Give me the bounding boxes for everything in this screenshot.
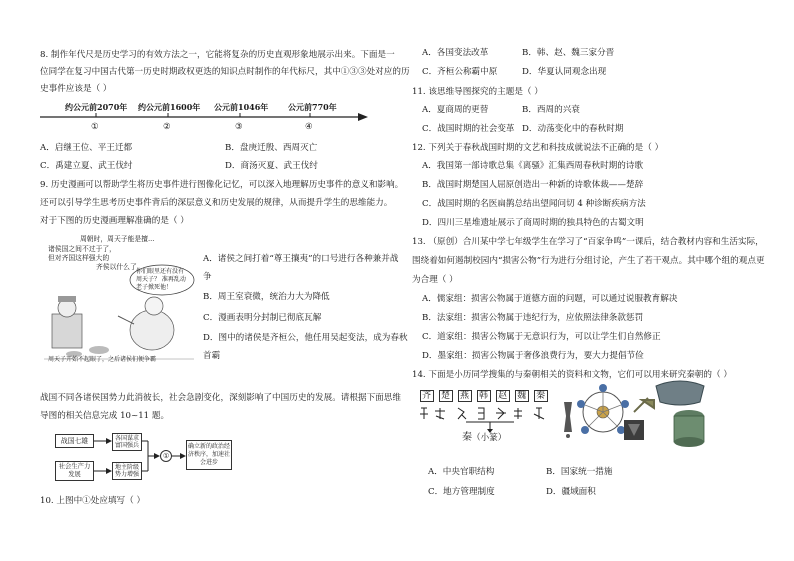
q8-stem-line1: 8. 制作年代尺是历史学习的有效方法之一，它能将复杂的历史直观形象地展示出来。下面是一 bbox=[40, 50, 395, 60]
q14-option-d[interactable]: D．疆域面积 bbox=[546, 487, 596, 497]
timeline-axis bbox=[40, 113, 370, 135]
q12-option-d[interactable]: D．四川三星堆遗址展示了商周时期的独具特色的古蜀文明 bbox=[422, 218, 644, 228]
q9-option-d-line2: 首霸 bbox=[203, 351, 221, 361]
q11-option-a[interactable]: A．夏商周的更替 bbox=[422, 105, 489, 115]
q12-option-b[interactable]: B．战国时期楚国人屈原创造出一种新的诗歌体裁——楚辞 bbox=[422, 180, 644, 190]
mindmap-node-reform: 各国谋求富国强兵 bbox=[112, 433, 142, 451]
q8-option-d[interactable]: D．商汤灭夏、武王伐纣 bbox=[225, 161, 318, 171]
cartoon-text-2: 诸侯国之间不过于了， bbox=[48, 245, 116, 253]
q13-option-d[interactable]: D．墨家组：损害公物属于奢侈浪费行为，要大力提倡节俭 bbox=[422, 351, 644, 361]
timeline-mark-1: ① bbox=[91, 122, 99, 132]
q10-option-d[interactable]: D．华夏认同观念出现 bbox=[522, 67, 607, 77]
q11-option-c[interactable]: C．战国时期的社会变革 bbox=[422, 124, 515, 134]
q13-stem-line2: 围绕着如何遏制校园内“损害公物”行为进行分组讨论，产生了若干观点。其中哪个组的观点更 bbox=[412, 256, 765, 266]
q14-option-b[interactable]: B．国家统一措施 bbox=[546, 467, 613, 477]
cartoon-text-1: 周朝时，周天子能是擅... bbox=[80, 235, 155, 243]
mindmap-node-result: 确立新的政治经济秩序，加速社会进步 bbox=[186, 440, 232, 470]
q14-option-a[interactable]: A．中央官职结构 bbox=[428, 467, 495, 477]
q10-option-c[interactable]: C．齐桓公称霸中原 bbox=[422, 67, 498, 77]
q11-option-d[interactable]: D．动荡变化中的春秋时期 bbox=[522, 124, 624, 134]
timeline-mark-2: ② bbox=[163, 122, 171, 132]
history-cartoon bbox=[44, 232, 194, 364]
timeline-mark-4: ④ bbox=[305, 122, 313, 132]
q13-option-b[interactable]: B．法家组：损害公物属于违纪行为，应依照法律条款惩罚 bbox=[422, 313, 644, 323]
mindmap-node-warring-states: 战国七雄 bbox=[55, 434, 94, 448]
q11-stem: 11. 该思维导图探究的主题是（ ） bbox=[412, 87, 543, 97]
q10-option-a[interactable]: A．各国变法改革 bbox=[422, 48, 489, 58]
q9-option-c[interactable]: C．漫画表明分封制已彻底瓦解 bbox=[203, 313, 322, 323]
q12-stem: 12. 下列关于春秋战国时期的文艺和科技成就说法不正确的是（ ） bbox=[412, 143, 664, 153]
q13-option-c[interactable]: C．道家组：损害公物属于无意识行为，可以让学生们自然修正 bbox=[422, 332, 661, 342]
state-char-qi: 齐 bbox=[422, 391, 433, 401]
state-char-yan: 燕 bbox=[460, 391, 471, 401]
cartoon-bubble: 你们眼里还有没有周天子？ 准再乱动老子掀死他！ bbox=[136, 268, 186, 291]
intro-line1: 战国不同各诸侯国势力此消彼长，社会急剧变化，深刻影响了中国历史的发展。请根据下面思维 bbox=[40, 393, 401, 403]
mindmap-node-landlord: 地主阶级势力增强 bbox=[112, 462, 142, 480]
seal-qin-char bbox=[462, 432, 506, 444]
artefact-token-icon bbox=[620, 414, 650, 444]
artefact-coin-icon bbox=[560, 400, 576, 440]
q10-stem: 10. 上图中①处应填写（ ） bbox=[40, 496, 146, 506]
artefact-weight-icon bbox=[650, 378, 710, 408]
q12-option-c[interactable]: C．战国时期的名医扁鹊总结出望闻问切 4 种诊断疾病方法 bbox=[422, 199, 646, 209]
intro-line2: 导图的相关信息完成 10~11 题。 bbox=[40, 411, 170, 421]
q13-option-a[interactable]: A．儒家组：损害公物属于道德方面的问题，可以通过说服教育解决 bbox=[422, 294, 678, 304]
q8-stem-line3: 史事件应该是（ ） bbox=[40, 84, 112, 94]
q9-option-b[interactable]: B．周王室衰微，统治力大为降低 bbox=[203, 292, 330, 302]
timeline-label-3: 公元前1046年 bbox=[214, 102, 269, 112]
q13-stem-line3: 为合理（ ） bbox=[412, 275, 458, 285]
q9-option-a-line1[interactable]: A．诸侯之间打着“尊王攘夷”的口号进行各种兼并战 bbox=[203, 254, 399, 264]
timeline-label-1: 约公元前2070年 bbox=[65, 102, 128, 112]
q9-option-d-line1[interactable]: D．图中的诸侯是齐桓公，他任用吴起变法，成为春秋 bbox=[203, 333, 408, 343]
q12-option-a[interactable]: A．我国第一部诗歌总集《离骚》汇集西周春秋时期的诗歌 bbox=[422, 161, 644, 171]
q8-stem-line2: 位同学在复习中国古代第一历史时期政权更迭的知识点时制作的年代标尺，其中①③③处对应的历 bbox=[40, 67, 410, 77]
state-char-wei: 魏 bbox=[517, 391, 528, 401]
cartoon-text-4: 齐侯以什么了 bbox=[96, 263, 137, 271]
q9-stem-line1: 9. 历史漫画可以帮助学生将历史事件进行图像化记忆，可以深入地理解历史事件的意义和影响。 bbox=[40, 180, 404, 190]
state-char-chu: 楚 bbox=[441, 391, 452, 401]
q14-stem: 14. 下面是小历同学搜集的与秦朝相关的资料和文物，它们可以用来研究秦朝的（ ） bbox=[412, 370, 732, 380]
mindmap-node-productivity: 社会生产力发展 bbox=[55, 461, 94, 481]
q13-stem-line1: 13. （原创）合川某中学七年级学生在学习了“百家争鸣”一课后，结合教材内容和生活实际， bbox=[412, 237, 764, 247]
timeline-label-2: 约公元前1600年 bbox=[138, 102, 201, 112]
q11-option-b[interactable]: B．西周的兴衰 bbox=[522, 105, 580, 115]
q9-stem-line2: 还可以引导学生思考历史事件背后的深层意义和历史发展的规律，从而提升学生的思维能力。 bbox=[40, 198, 393, 208]
state-char-han: 韩 bbox=[479, 391, 490, 401]
state-char-zhao: 赵 bbox=[498, 391, 509, 401]
timeline-label-4: 公元前770年 bbox=[288, 102, 337, 112]
artefact-measure-icon bbox=[672, 408, 706, 448]
q9-stem-line3: 对于下图的历史漫画理解准确的是（ ） bbox=[40, 216, 189, 226]
q10-option-b[interactable]: B．韩、赵、魏三家分晋 bbox=[522, 48, 615, 58]
q9-option-a-line2: 争 bbox=[203, 272, 212, 282]
state-chars bbox=[420, 391, 548, 402]
q8-option-c[interactable]: C．禹建立夏、武王伐纣 bbox=[40, 161, 133, 171]
mindmap-node-blank: ① bbox=[160, 450, 172, 462]
q8-option-a[interactable]: A．启继王位、平王迁都 bbox=[40, 143, 133, 153]
q8-option-b[interactable]: B．盘庚迁殷、西周灭亡 bbox=[225, 143, 318, 153]
state-char-qin: 秦 bbox=[536, 391, 547, 401]
q14-option-c[interactable]: C．地方管理制度 bbox=[428, 487, 495, 497]
cartoon-text-3: 但对齐国这样强大的 bbox=[48, 254, 110, 262]
timeline-mark-3: ③ bbox=[235, 122, 243, 132]
seal-qin-glyph: 秦 bbox=[462, 432, 472, 443]
seal-label: （小篆） bbox=[472, 433, 507, 443]
cartoon-caption: 周天子开始不起眼了，之后诸侯们便争霸 bbox=[48, 356, 157, 363]
